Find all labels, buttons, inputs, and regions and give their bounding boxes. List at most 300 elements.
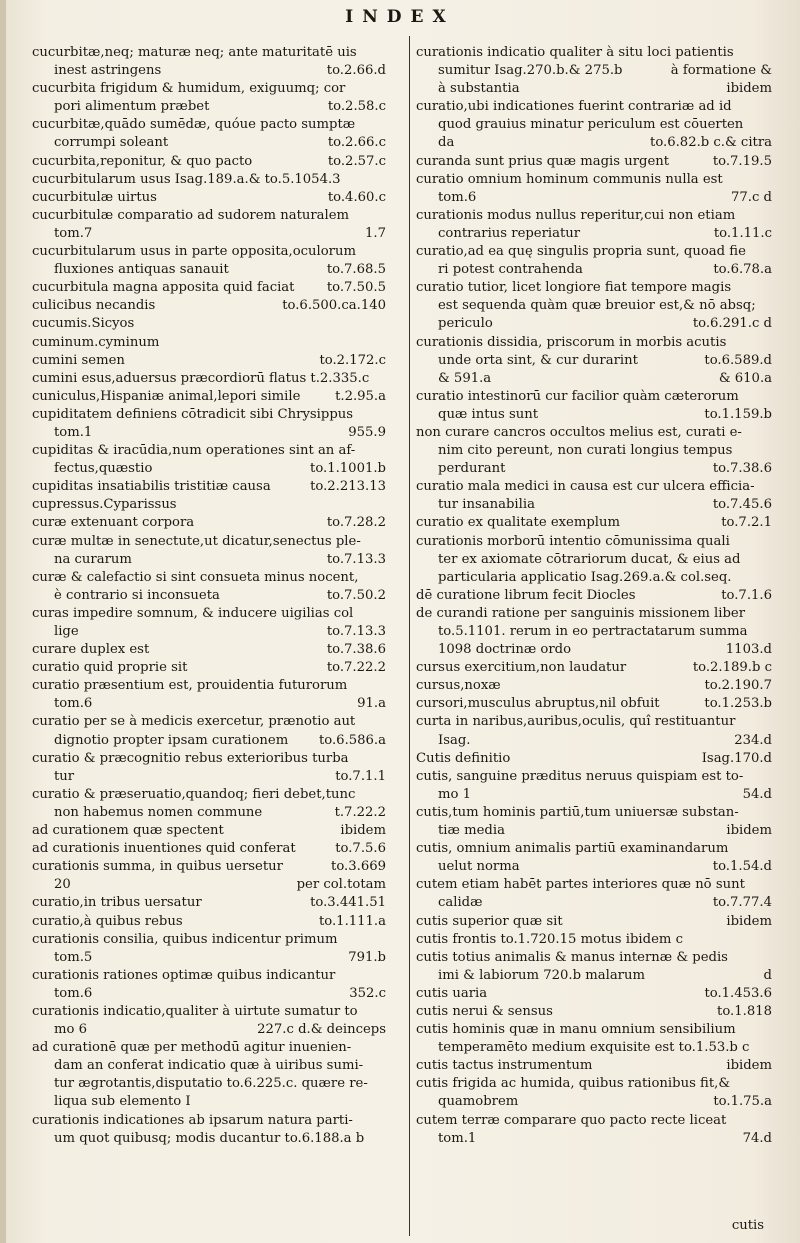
entry-text: & 591.a bbox=[438, 370, 492, 386]
entry-line bbox=[32, 587, 386, 605]
entry-reference: to.7.28.2 bbox=[326, 515, 386, 531]
entry-line bbox=[416, 80, 772, 98]
entry-line bbox=[416, 352, 772, 370]
entry-text: cutem etiam habēt partes interiores quæ nō sunt bbox=[416, 877, 745, 893]
entry-reference: to.1.159.b bbox=[704, 406, 772, 422]
entry-text: de curandi ratione per sanguinis missionem liber bbox=[416, 605, 746, 621]
entry-text: cuminum.cyminum bbox=[32, 334, 160, 350]
binding-edge bbox=[0, 0, 6, 1243]
entry-line bbox=[416, 822, 772, 840]
entry-text: curatio & præcognitio rebus exterioribus turba bbox=[32, 750, 349, 766]
entry-text: liqua sub elemento I bbox=[54, 1094, 191, 1110]
entry-text: curationis indicatio,qualiter à uirtute sumatur to bbox=[32, 1003, 358, 1019]
entry-text: cutis, omnium animalis partiū examinandarum bbox=[416, 841, 729, 857]
entry-text: curare duplex est bbox=[32, 642, 150, 658]
entry-text: curationis consilia, quibus indicentur primum bbox=[32, 931, 338, 947]
index-entry bbox=[416, 44, 772, 98]
index-entry bbox=[416, 1003, 772, 1021]
index-entry bbox=[416, 98, 772, 152]
entry-line bbox=[32, 876, 386, 894]
entry-line bbox=[416, 98, 772, 116]
column-rule bbox=[409, 36, 410, 1236]
entry-text: da bbox=[438, 135, 455, 151]
entry-reference: to.6.589.d bbox=[704, 352, 772, 368]
entry-line bbox=[32, 279, 386, 297]
index-entry bbox=[416, 514, 772, 532]
entry-text: temperamēto medium exquisite est to.1.53.b c bbox=[438, 1040, 750, 1056]
entry-text: Isag. bbox=[438, 732, 471, 748]
entry-text: curatio ex qualitate exemplum bbox=[416, 515, 621, 531]
entry-text: cursus exercitium,non laudatur bbox=[416, 660, 627, 676]
entry-text: cucurbitulæ uirtus bbox=[32, 189, 157, 205]
entry-text: tom.1 bbox=[438, 1130, 477, 1146]
index-entry bbox=[32, 352, 386, 370]
entry-line bbox=[416, 551, 772, 569]
entry-line bbox=[416, 496, 772, 514]
entry-text: ter ex axiomate cōtrariorum ducat, & eius ad bbox=[438, 551, 741, 567]
index-entry bbox=[32, 207, 386, 243]
entry-text: tom.7 bbox=[54, 225, 93, 241]
entry-reference: 1.7 bbox=[365, 225, 386, 241]
entry-reference: 791.b bbox=[348, 949, 386, 965]
index-entry bbox=[416, 605, 772, 659]
entry-reference: to.3.441.51 bbox=[310, 895, 386, 911]
index-entry bbox=[32, 406, 386, 442]
entry-text: tom.6 bbox=[54, 696, 93, 712]
entry-line bbox=[416, 44, 772, 62]
entry-text: cupiditatem definiens cōtradicit sibi Chrysippus bbox=[32, 406, 354, 422]
entry-reference: ibidem bbox=[726, 823, 772, 839]
entry-text: cutem terræ comparare quo pacto recte liceat bbox=[416, 1112, 727, 1128]
entry-reference: to.3.669 bbox=[331, 859, 386, 875]
entry-line bbox=[32, 551, 386, 569]
entry-line bbox=[32, 334, 386, 352]
entry-text: inest astringens bbox=[54, 63, 162, 79]
index-entry bbox=[32, 279, 386, 297]
entry-text: cupressus.Cyparissus bbox=[32, 497, 177, 513]
entry-line bbox=[416, 297, 772, 315]
entry-line bbox=[416, 279, 772, 297]
entry-text: fectus,quæstio bbox=[54, 461, 153, 477]
entry-line bbox=[32, 913, 386, 931]
index-entry bbox=[416, 1057, 772, 1075]
entry-line bbox=[32, 713, 386, 731]
entry-line bbox=[32, 514, 386, 532]
index-entry bbox=[32, 677, 386, 713]
entry-text: tom.1 bbox=[54, 424, 93, 440]
entry-line bbox=[32, 1075, 386, 1093]
entry-reference: to.6.586.a bbox=[318, 732, 386, 748]
entry-reference: to.1.111.a bbox=[318, 913, 386, 929]
entry-text: cuniculus,Hispaniæ animal,lepori simile bbox=[32, 388, 301, 404]
entry-line bbox=[32, 442, 386, 460]
entry-line bbox=[416, 514, 772, 532]
entry-line bbox=[32, 786, 386, 804]
entry-text: curæ & calefactio si sint consueta minus nocent, bbox=[32, 569, 359, 585]
entry-reference: 227.c d.& deinceps bbox=[257, 1022, 386, 1038]
entry-line bbox=[32, 659, 386, 677]
entry-reference: ibidem bbox=[726, 913, 772, 929]
entry-reference: to.7.77.4 bbox=[712, 895, 772, 911]
entry-line bbox=[416, 894, 772, 912]
running-header: INDEX bbox=[345, 7, 455, 27]
index-entry bbox=[416, 840, 772, 876]
entry-line bbox=[32, 388, 386, 406]
entry-line bbox=[32, 1093, 386, 1111]
entry-line bbox=[416, 1057, 772, 1075]
entry-line bbox=[32, 623, 386, 641]
index-entry bbox=[416, 207, 772, 243]
index-entry bbox=[416, 695, 772, 713]
entry-text: tom.5 bbox=[54, 949, 93, 965]
index-entry bbox=[416, 153, 772, 171]
index-entry bbox=[32, 116, 386, 152]
index-entry bbox=[416, 533, 772, 587]
entry-text: culicibus necandis bbox=[32, 298, 156, 314]
entry-reference: t.2.95.a bbox=[335, 388, 386, 404]
entry-line bbox=[416, 225, 772, 243]
index-entry bbox=[416, 985, 772, 1003]
entry-text: cutis totius animalis & manus internæ & pedis bbox=[416, 949, 728, 965]
entry-text: cutis,tum hominis partiū,tum uniuersæ substan- bbox=[416, 804, 739, 820]
entry-line bbox=[416, 171, 772, 189]
entry-line bbox=[416, 677, 772, 695]
entry-text: periculo bbox=[438, 316, 493, 332]
index-entry bbox=[416, 1112, 772, 1148]
entry-reference: to.7.38.6 bbox=[326, 642, 386, 658]
entry-reference: to.2.57.c bbox=[327, 153, 386, 169]
entry-line bbox=[416, 406, 772, 424]
index-entry bbox=[32, 913, 386, 931]
entry-line bbox=[416, 1130, 772, 1148]
entry-reference: to.6.78.a bbox=[713, 262, 772, 278]
index-entry bbox=[32, 858, 386, 894]
entry-line bbox=[32, 44, 386, 62]
entry-reference: ibidem bbox=[726, 81, 772, 97]
entry-line bbox=[32, 1021, 386, 1039]
entry-reference: to.1.453.6 bbox=[704, 985, 772, 1001]
entry-reference: to.2.189.b c bbox=[692, 660, 772, 676]
entry-text: curationis rationes optimæ quibus indicantur bbox=[32, 967, 336, 983]
index-entry bbox=[32, 80, 386, 116]
entry-text: quamobrem bbox=[438, 1094, 519, 1110]
entry-text: cutis frontis to.1.720.15 motus ibidem c bbox=[416, 931, 683, 947]
entry-text: cutis superior quæ sit bbox=[416, 913, 563, 929]
catchword: cutis bbox=[731, 1218, 764, 1233]
entry-text: sumitur Isag.270.b.& 275.b bbox=[438, 63, 623, 79]
entry-reference: to.1.1001.b bbox=[310, 461, 386, 477]
entry-text: unde orta sint, & cur durarint bbox=[438, 352, 638, 368]
entry-line bbox=[416, 949, 772, 967]
entry-text: ri potest contrahenda bbox=[438, 262, 583, 278]
entry-text: to.5.1101. rerum in eo pertractatarum summa bbox=[438, 624, 748, 639]
entry-reference: to.1.11.c bbox=[713, 225, 772, 241]
index-entry bbox=[416, 713, 772, 749]
entry-line bbox=[32, 858, 386, 876]
entry-line bbox=[416, 261, 772, 279]
entry-line bbox=[416, 243, 772, 261]
entry-text: dē curatione librum fecit Diocles bbox=[416, 587, 636, 603]
index-entry bbox=[32, 605, 386, 641]
index-entry bbox=[32, 297, 386, 315]
entry-line bbox=[32, 171, 386, 189]
index-entry bbox=[416, 677, 772, 695]
entry-line bbox=[32, 261, 386, 279]
entry-text: cucurbitæ,quādo sumēdæ, quóue pacto sumptæ bbox=[32, 117, 356, 133]
index-entry bbox=[416, 587, 772, 605]
entry-text: dignotio propter ipsam curationem bbox=[54, 732, 289, 748]
entry-text: perdurant bbox=[438, 461, 506, 477]
entry-text: dam an conferat indicatio quæ à uiribus sumi- bbox=[54, 1058, 364, 1074]
entry-text: cumini esus,aduersus præcordiorū flatus t.2.335.c bbox=[32, 370, 370, 386]
entry-text: imi & labiorum 720.b malarum bbox=[438, 967, 645, 983]
entry-line bbox=[32, 424, 386, 442]
entry-reference: 234.d bbox=[734, 732, 772, 748]
entry-reference: to.4.60.c bbox=[327, 189, 386, 205]
entry-line bbox=[32, 460, 386, 478]
entry-text: cucurbita,reponitur, & quo pacto bbox=[32, 153, 253, 169]
entry-reference: to.1.75.a bbox=[713, 1094, 772, 1110]
entry-line bbox=[416, 62, 772, 80]
entry-reference: to.1.54.d bbox=[712, 859, 772, 875]
entry-line bbox=[32, 750, 386, 768]
entry-line bbox=[416, 768, 772, 786]
entry-line bbox=[416, 153, 772, 171]
entry-line bbox=[416, 967, 772, 985]
index-entry bbox=[416, 334, 772, 388]
entry-reference: to.6.291.c d bbox=[692, 316, 772, 332]
entry-text: curatio omnium hominum communis nulla est bbox=[416, 171, 723, 187]
index-entry bbox=[32, 496, 386, 514]
entry-reference: to.7.50.5 bbox=[326, 280, 386, 296]
entry-text: curas impedire somnum, & inducere uigilias col bbox=[32, 605, 354, 621]
entry-line bbox=[32, 80, 386, 98]
entry-text: tom.6 bbox=[438, 189, 477, 205]
index-entry bbox=[416, 1075, 772, 1111]
index-entry bbox=[32, 243, 386, 279]
entry-line bbox=[416, 116, 772, 134]
entry-reference: to.2.190.7 bbox=[704, 678, 772, 694]
entry-text: cutis uaria bbox=[416, 985, 488, 1001]
entry-text: à substantia bbox=[438, 81, 520, 97]
entry-line bbox=[32, 189, 386, 207]
index-entry bbox=[32, 713, 386, 749]
entry-text: tur bbox=[54, 768, 75, 784]
entry-line bbox=[416, 713, 772, 731]
entry-line bbox=[32, 1039, 386, 1057]
entry-text: cutis nerui & sensus bbox=[416, 1003, 553, 1019]
entry-line bbox=[416, 442, 772, 460]
entry-line bbox=[416, 1003, 772, 1021]
entry-line bbox=[32, 153, 386, 171]
entry-line bbox=[32, 496, 386, 514]
entry-line bbox=[32, 478, 386, 496]
index-entry bbox=[416, 279, 772, 333]
entry-text: curationis morborū intentio cōmunissima quali bbox=[416, 533, 730, 549]
entry-text: fluxiones antiquas sanauit bbox=[54, 262, 229, 278]
entry-line bbox=[32, 967, 386, 985]
entry-text: curatio præsentium est, prouidentia futurorum bbox=[32, 678, 348, 694]
entry-reference: to.6.500.ca.140 bbox=[282, 298, 386, 314]
entry-text: curationis indicatio qualiter à situ loci patientis bbox=[416, 45, 734, 60]
entry-line bbox=[32, 406, 386, 424]
entry-text: curatio mala medici in causa est cur ulcera efficia- bbox=[416, 479, 755, 495]
entry-text: cupiditas & iracūdia,num operationes sint an af- bbox=[32, 443, 356, 459]
entry-line bbox=[416, 858, 772, 876]
entry-text: tur ægrotantis,disputatio to.6.225.c. quære re- bbox=[54, 1076, 368, 1092]
index-entry bbox=[416, 1021, 772, 1057]
entry-text: cutis, sanguine præditus neruus quispiam est to- bbox=[416, 768, 744, 784]
index-entry bbox=[416, 876, 772, 912]
entry-text: non habemus nomen commune bbox=[54, 804, 263, 820]
entry-reference: & 610.a bbox=[718, 370, 772, 386]
entry-text: curationis dissidia, priscorum in morbis acutis bbox=[416, 334, 727, 350]
entry-text: tom.6 bbox=[54, 985, 93, 1001]
entry-text: cucurbitæ,neq; maturæ neq; ante maturitatē uis bbox=[32, 45, 357, 60]
entry-line bbox=[416, 334, 772, 352]
index-entry bbox=[32, 786, 386, 822]
entry-text: Cutis definitio bbox=[416, 750, 511, 766]
entry-line bbox=[416, 533, 772, 551]
entry-text: 1098 doctrinæ ordo bbox=[438, 642, 572, 658]
entry-line bbox=[416, 985, 772, 1003]
index-entry bbox=[32, 388, 386, 406]
index-entry bbox=[32, 442, 386, 478]
entry-text: è contrario si inconsueta bbox=[54, 587, 220, 603]
entry-line bbox=[416, 659, 772, 677]
entry-line bbox=[416, 1093, 772, 1111]
index-entry bbox=[32, 1112, 386, 1148]
index-entry bbox=[32, 514, 386, 532]
entry-reference: 1103.d bbox=[725, 642, 772, 658]
index-entry bbox=[32, 44, 386, 80]
entry-text: curatio quid proprie sit bbox=[32, 660, 188, 676]
entry-text: curationis summa, in quibus uersetur bbox=[32, 859, 283, 875]
entry-text: corrumpi soleant bbox=[54, 135, 169, 151]
entry-line bbox=[416, 913, 772, 931]
entry-line bbox=[32, 768, 386, 786]
entry-line bbox=[32, 894, 386, 912]
entry-line bbox=[416, 587, 772, 605]
entry-line bbox=[32, 985, 386, 1003]
index-entry bbox=[32, 189, 386, 207]
index-entry bbox=[416, 768, 772, 804]
entry-text: non curare cancros occultos melius est, curati e- bbox=[416, 424, 742, 440]
entry-text: curatio,in tribus uersatur bbox=[32, 895, 202, 911]
entry-line bbox=[32, 804, 386, 822]
entry-text: ad curationis inuentiones quid conferat bbox=[32, 841, 296, 857]
entry-line bbox=[32, 1003, 386, 1021]
entry-reference: to.7.50.2 bbox=[326, 587, 386, 603]
entry-line bbox=[416, 388, 772, 406]
entry-text: cursori,musculus abruptus,nil obfuit bbox=[416, 696, 660, 712]
entry-line bbox=[416, 569, 772, 587]
entry-reference: to.6.82.b c.& citra bbox=[650, 135, 772, 151]
entry-text: curatio tutior, licet longiore fiat tempore magis bbox=[416, 280, 732, 296]
entry-line bbox=[416, 478, 772, 496]
entry-reference: 54.d bbox=[742, 786, 772, 802]
entry-reference: to.2.58.c bbox=[327, 99, 386, 115]
entry-text: curæ extenuant corpora bbox=[32, 515, 195, 531]
index-entry bbox=[32, 931, 386, 967]
index-entry bbox=[32, 822, 386, 840]
entry-text: lige bbox=[54, 624, 79, 639]
right-column bbox=[416, 44, 772, 1148]
entry-line bbox=[32, 605, 386, 623]
entry-text: calidæ bbox=[438, 895, 483, 911]
entry-reference: 77.c d bbox=[731, 189, 772, 205]
entry-line bbox=[416, 623, 772, 641]
entry-line bbox=[32, 207, 386, 225]
index-entry bbox=[32, 153, 386, 171]
entry-line bbox=[416, 840, 772, 858]
entry-reference: to.7.22.2 bbox=[326, 660, 386, 676]
index-entry bbox=[32, 1003, 386, 1039]
index-entry bbox=[416, 243, 772, 279]
index-entry bbox=[32, 533, 386, 569]
entry-text: cucurbitularum usus in parte opposita,oculorum bbox=[32, 244, 356, 260]
index-entry bbox=[32, 370, 386, 388]
entry-text: cutis frigida ac humida, quibus rationibus fit,& bbox=[416, 1076, 731, 1092]
entry-line bbox=[32, 1112, 386, 1130]
entry-text: mo 1 bbox=[438, 786, 472, 802]
entry-line bbox=[32, 134, 386, 152]
entry-line bbox=[32, 62, 386, 80]
entry-line bbox=[32, 315, 386, 333]
entry-text: cumini semen bbox=[32, 352, 125, 368]
entry-reference: 91.a bbox=[357, 696, 386, 712]
entry-line bbox=[416, 695, 772, 713]
entry-line bbox=[416, 641, 772, 659]
entry-text: curatio,ubi indicationes fuerint contrariæ ad id bbox=[416, 99, 732, 115]
index-entry bbox=[32, 659, 386, 677]
entry-line bbox=[32, 840, 386, 858]
entry-text: cucurbita frigidum & humidum, exiguumq; cor bbox=[32, 81, 346, 97]
entry-line bbox=[416, 1021, 772, 1039]
entry-line bbox=[32, 931, 386, 949]
entry-text: curationis modus nullus reperitur,cui non etiam bbox=[416, 207, 736, 223]
entry-line bbox=[416, 876, 772, 894]
entry-reference: to.7.45.6 bbox=[712, 497, 772, 513]
entry-reference: to.2.66.d bbox=[326, 63, 386, 79]
entry-line bbox=[416, 134, 772, 152]
entry-reference: to.7.68.5 bbox=[326, 262, 386, 278]
index-entry bbox=[32, 967, 386, 1003]
entry-text: ad curationem quæ spectent bbox=[32, 823, 224, 839]
entry-line bbox=[32, 243, 386, 261]
entry-reference: to.1.253.b bbox=[704, 696, 772, 712]
entry-line bbox=[32, 569, 386, 587]
entry-reference: à formatione & bbox=[670, 63, 772, 79]
entry-reference: 352.c bbox=[349, 985, 386, 1001]
entry-text: curæ multæ in senectute,ut dicatur,senectus ple- bbox=[32, 533, 361, 549]
index-entry bbox=[32, 840, 386, 858]
entry-reference: per col.totam bbox=[296, 877, 386, 893]
entry-line bbox=[416, 1075, 772, 1093]
entry-reference: to.7.1.6 bbox=[721, 587, 772, 603]
index-entry bbox=[416, 913, 772, 931]
index-entry bbox=[32, 569, 386, 605]
entry-reference: to.2.66.c bbox=[327, 135, 386, 151]
entry-line bbox=[32, 116, 386, 134]
entry-text: pori alimentum præbet bbox=[54, 99, 210, 115]
entry-text: cucumis.Sicyos bbox=[32, 316, 135, 332]
entry-reference: ibidem bbox=[340, 823, 386, 839]
entry-text: cucurbitulæ comparatio ad sudorem naturalem bbox=[32, 207, 350, 223]
index-entry bbox=[32, 315, 386, 333]
entry-reference: to.2.213.13 bbox=[310, 479, 386, 495]
index-entry bbox=[416, 478, 772, 514]
